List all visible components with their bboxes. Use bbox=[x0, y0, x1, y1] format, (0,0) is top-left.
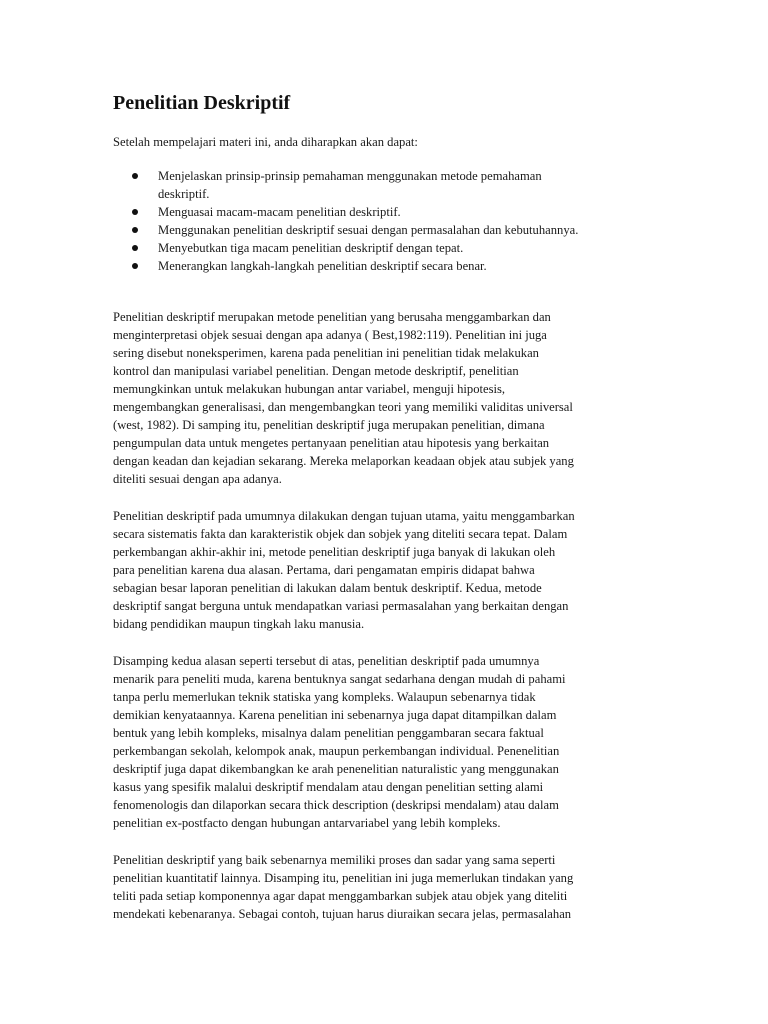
paragraph-line: bidang pendidikan maupun tingkah laku manusia. bbox=[113, 617, 365, 631]
list-item bbox=[113, 203, 658, 221]
paragraph bbox=[113, 652, 658, 832]
document-page bbox=[113, 90, 658, 942]
paragraph-line: mengembangkan generalisasi, dan mengembangkan teori yang memiliki validitas universal bbox=[113, 400, 573, 414]
paragraph-line: deskriptif sangat berguna untuk mendapatkan variasi permasalahan yang berkaitan dengan bbox=[113, 599, 569, 613]
list-item-text: Menguasai macam-macam penelitian deskriptif. bbox=[158, 205, 401, 219]
list-item-text: Menjelaskan prinsip-prinsip pemahaman menggunakan metode pemahaman bbox=[158, 169, 542, 183]
paragraph-line: sebagian besar laporan penelitian di lakukan dalam bentuk deskriptif. Kedua, metode bbox=[113, 581, 542, 595]
bullet-icon bbox=[132, 209, 138, 215]
paragraph-line: menarik para peneliti muda, karena bentuknya sangat sedarhana dengan mudah di pahami bbox=[113, 672, 566, 686]
paragraph-line: Penelitian deskriptif pada umumnya dilakukan dengan tujuan utama, yaitu menggambarkan bbox=[113, 509, 575, 523]
paragraph-line: penelitian ex-postfacto dengan hubungan antarvariabel yang lebih kompleks. bbox=[113, 816, 501, 830]
list-item bbox=[113, 257, 658, 275]
paragraph-line: sering disebut noneksperimen, karena pada penelitian ini penelitian tidak melakukan bbox=[113, 346, 539, 360]
paragraph-line: secara sistematis fakta dan karakteristik objek dan sobjek yang diteliti secara tepat. Dalam bbox=[113, 527, 568, 541]
list-item bbox=[113, 239, 658, 257]
bullet-icon bbox=[132, 245, 138, 251]
paragraph-line: bentuk yang lebih kompleks, misalnya dalam penelitian penggambaran secara faktual bbox=[113, 726, 544, 740]
paragraph-line: Penelitian deskriptif merupakan metode penelitian yang berusaha menggambarkan dan bbox=[113, 310, 551, 324]
objectives-list bbox=[113, 167, 658, 275]
paragraph-line: demikian kenyataannya. Karena penelitian ini sebenarnya juga dapat ditampilkan dalam bbox=[113, 708, 557, 722]
bullet-icon bbox=[132, 227, 138, 233]
list-item bbox=[113, 221, 658, 239]
list-item bbox=[113, 167, 658, 203]
paragraph-line: diteliti sesuai dengan apa adanya. bbox=[113, 472, 282, 486]
paragraph-line: (west, 1982). Di samping itu, penelitian deskriptif juga merupakan penelitian, dimana bbox=[113, 418, 545, 432]
paragraph-line: menginterpretasi objek sesuai dengan apa adanya ( Best,1982:119). Penelitian ini juga bbox=[113, 328, 547, 342]
paragraph-line: Penelitian deskriptif yang baik sebenarnya memiliki proses dan sadar yang sama seperti bbox=[113, 853, 556, 867]
list-item-text: Menyebutkan tiga macam penelitian deskriptif dengan tepat. bbox=[158, 241, 464, 255]
paragraph-line: memungkinkan untuk melakukan hubungan antar variabel, menguji hipotesis, bbox=[113, 382, 506, 396]
paragraph-line: perkembangan sekolah, kelompok anak, maupun perkembangan individual. Penenelitian bbox=[113, 744, 560, 758]
paragraph bbox=[113, 507, 658, 633]
paragraph-line: pengumpulan data untuk mengetes pertanyaan penelitian atau hipotesis yang berkaitan bbox=[113, 436, 550, 450]
paragraph-line: para penelitian karena dua alasan. Pertama, dari pengamatan empiris didapat bahwa bbox=[113, 563, 535, 577]
paragraph-line: kasus yang spesifik malalui deskriptif mendalam atau dengan penelitian setting alami bbox=[113, 780, 544, 794]
paragraph-line: penelitian kuantitatif lainnya. Disamping itu, penelitian ini juga memerlukan tindakan yang bbox=[113, 871, 574, 885]
list-item-text: Menggunakan penelitian deskriptif sesuai dengan permasalahan dan kebutuhannya. bbox=[158, 223, 579, 237]
list-item-text: Menerangkan langkah-langkah penelitian deskriptif secara benar. bbox=[158, 259, 487, 273]
bullet-icon bbox=[132, 263, 138, 269]
paragraph-line: kontrol dan manipulasi variabel penelitian. Dengan metode deskriptif, penelitian bbox=[113, 364, 519, 378]
paragraph-line: deskriptif juga dapat dikembangkan ke arah penenelitian naturalistic yang menggunakan bbox=[113, 762, 559, 776]
list-item-text: deskriptif. bbox=[158, 187, 210, 201]
paragraph-line: mendekati kebenaranya. Sebagai contoh, tujuan harus diuraikan secara jelas, permasalahan bbox=[113, 907, 572, 921]
paragraph-line: perkembangan akhir-akhir ini, metode penelitian deskriptif juga banyak di lakukan oleh bbox=[113, 545, 556, 559]
page-title: Penelitian Deskriptif bbox=[113, 92, 291, 114]
bullet-icon bbox=[132, 173, 138, 179]
paragraph-line: fenomenologis dan dilaporkan secara thick description (deskripsi mendalam) atau dalam bbox=[113, 798, 559, 812]
paragraph-line: tanpa perlu memerlukan teknik statiska yang kompleks. Walaupun sebenarnya tidak bbox=[113, 690, 536, 704]
paragraph-line: Disamping kedua alasan seperti tersebut di atas, penelitian deskriptif pada umumnya bbox=[113, 654, 540, 668]
paragraph-line: dengan keadan dan kejadian sekarang. Mereka melaporkan keadaan objek atau subjek yang bbox=[113, 454, 574, 468]
paragraph-line: teliti pada setiap komponennya agar dapat menggambarkan subjek atau objek yang diteliti bbox=[113, 889, 568, 903]
body-text bbox=[113, 308, 658, 923]
intro-text: Setelah mempelajari materi ini, anda diharapkan akan dapat: bbox=[113, 135, 418, 149]
paragraph bbox=[113, 851, 658, 923]
paragraph bbox=[113, 308, 658, 488]
